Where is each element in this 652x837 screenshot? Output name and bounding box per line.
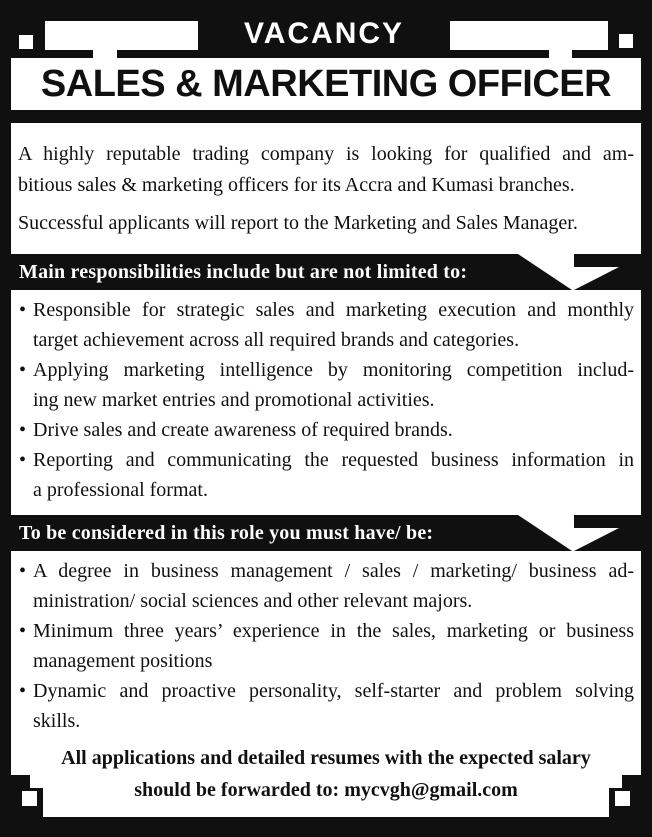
ad-body — [11, 123, 641, 806]
section-heading: To be considered in this role you must have/ be: — [19, 521, 434, 544]
bullet-icon: • — [19, 680, 27, 702]
text-line: management positions — [33, 650, 213, 672]
text-line: Dynamic and proactive personality, self-starter and problem solving — [33, 680, 634, 702]
strip-step-left — [93, 50, 117, 58]
section-heading: Main responsibilities include but are not limited to: — [19, 260, 468, 283]
kicker-text: VACANCY — [243, 17, 405, 50]
page-title: SALES & MARKETING OFFICER — [40, 62, 612, 105]
text-line: A degree in business management / sales / marketing/ business ad- — [33, 560, 634, 582]
text-line: ing new market entries and promotional activities. — [33, 389, 435, 411]
list-item — [11, 556, 641, 616]
kicker-box — [198, 10, 450, 58]
corner-notch-top-right — [619, 34, 633, 48]
border-right — [641, 0, 652, 837]
text-line: should be forwarded to: mycvgh@gmail.com — [134, 779, 518, 801]
list-item — [11, 616, 641, 676]
strip-step-right — [549, 50, 572, 58]
application-note — [11, 742, 641, 806]
bullet-icon: • — [19, 620, 27, 642]
bullet-icon: • — [19, 359, 27, 381]
list-item — [11, 676, 641, 736]
border-left — [0, 0, 11, 837]
list-item — [11, 415, 641, 445]
text-line: ministration/ social sciences and other relevant majors. — [33, 590, 473, 612]
text-line: Responsible for strategic sales and marketing execution and monthly — [33, 299, 634, 321]
requirements-list — [11, 556, 641, 736]
bullet-icon: • — [19, 449, 27, 471]
title-box — [11, 58, 641, 110]
text-line: Reporting and communicating the requested business information in — [33, 449, 634, 471]
text-line: Drive sales and create awareness of required brands. — [33, 419, 453, 441]
text-line: Minimum three years’ experience in the sales, marketing or business — [33, 620, 634, 642]
text-line: Successful applicants will report to the Marketing and Sales Manager. — [18, 212, 578, 234]
list-item — [11, 355, 641, 415]
text-line: a professional format. — [33, 479, 208, 501]
text-line: A highly reputable trading company is looking for qualified and am- — [18, 143, 634, 165]
requirements-banner — [11, 515, 641, 551]
bullet-icon: • — [19, 419, 27, 441]
footer-band — [0, 817, 652, 837]
intro-paragraph-2 — [11, 208, 641, 239]
text-line: All applications and detailed resumes with the expected salary — [61, 747, 591, 769]
corner-notch-top-left — [19, 35, 33, 49]
text-line: bitious sales & marketing officers for its Accra and Kumasi branches. — [18, 174, 575, 196]
list-item — [11, 445, 641, 505]
bullet-icon: • — [19, 299, 27, 321]
bullet-icon: • — [19, 560, 27, 582]
responsibilities-banner — [11, 254, 641, 290]
text-line: skills. — [33, 710, 81, 732]
text-line: Applying marketing intelligence by monitoring competition includ- — [33, 359, 634, 381]
list-item — [11, 295, 641, 355]
responsibilities-list — [11, 295, 641, 505]
text-line: target achievement across all required brands and categories. — [33, 329, 520, 351]
intro-paragraph-1 — [11, 139, 641, 201]
